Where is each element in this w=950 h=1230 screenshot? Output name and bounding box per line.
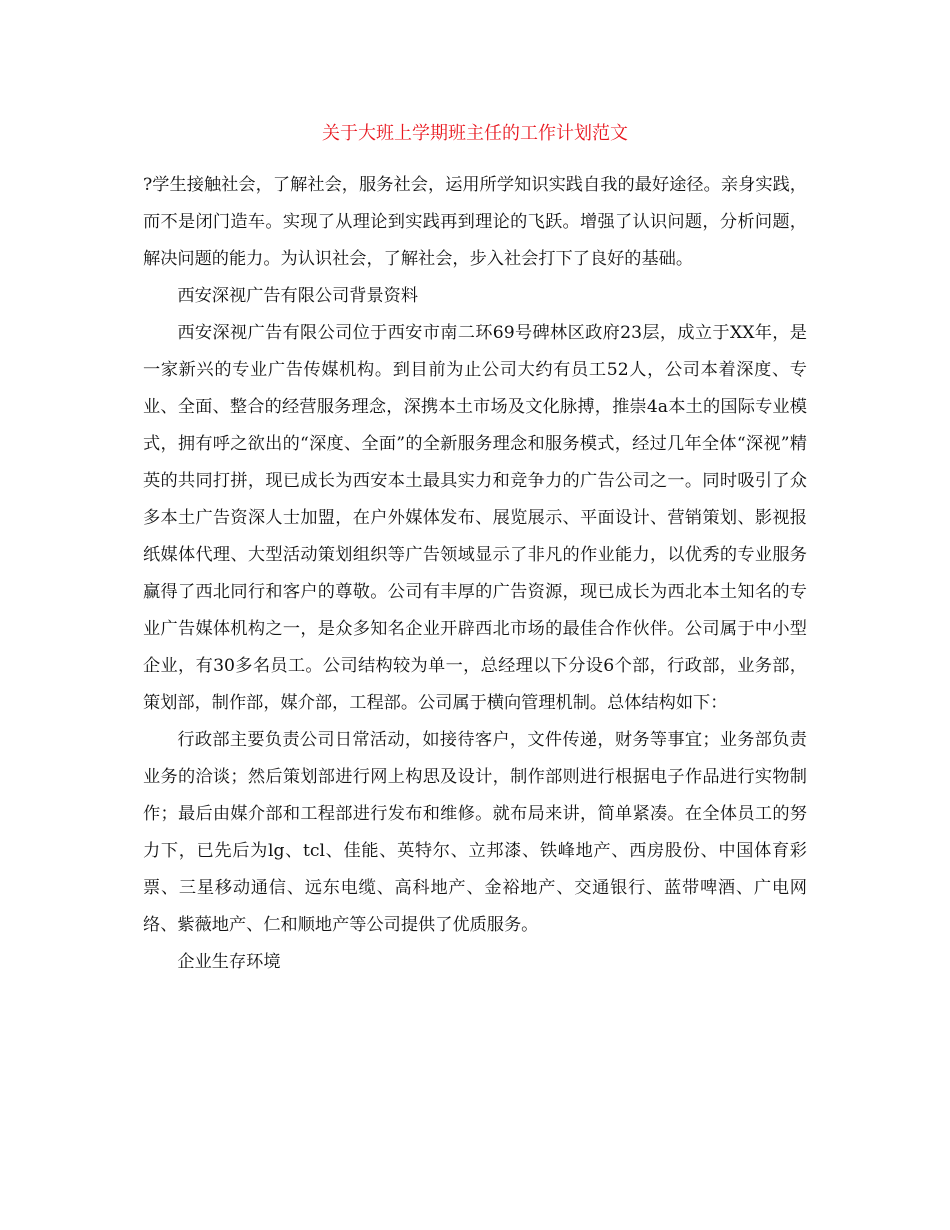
- document-title: 关于大班上学期班主任的工作计划范文: [322, 123, 628, 144]
- section-heading-background: 西安深视广告有限公司背景资料: [177, 286, 419, 306]
- section-heading-environment: 企业生存环境: [177, 952, 281, 972]
- paragraph-intro: ?学生接触社会，了解社会，服务社会，运用所学知识实践自我的最好途径。亲身实践，而不是闭门造车。实现了从理论到实践再到理论的飞跃。增强了认识问题，分析问题，解决问题的能力。为认识社会，了解社会，步入社会打下了良好的基础。: [143, 175, 807, 269]
- paragraph-departments: 行政部主要负责公司日常活动，如接待客户，文件传递，财务等事宜；业务部负责业务的洽谈；然后策划部进行网上构思及设计，制作部则进行根据电子作品进行实物制作；最后由媒介部和工程部进行发布和维修。就布局来讲，简单紧凑。在全体员工的努力下，已先后为lg、tcl、佳能、英特尔、立邦漆、铁峰地产、西房股份、中国体育彩票、三星移动通信、远东电缆、高科地产、金裕地产、交通银行、蓝带啤酒、广电网络、紫薇地产、仁和顺地产等公司提供了优质服务。: [143, 730, 807, 935]
- paragraph-company-profile: 西安深视广告有限公司位于西安市南二环69号碑林区政府23层，成立于XX年，是一家新兴的专业广告传媒机构。到目前为止公司大约有员工52人，公司本着深度、专业、全面、整合的经营服务理念，深携本土市场及文化脉搏，推崇4a本土的国际专业模式，拥有呼之欲出的“深度、全面”的全新服务理念和服务模式，经过几年全体“深视”精英的共同打拼，现已成长为西安本土最具实力和竞争力的广告公司之一。同时吸引了众多本土广告资深人士加盟，在户外媒体发布、展览展示、平面设计、营销策划、影视报纸媒体代理、大型活动策划组织等广告领域显示了非凡的作业能力，以优秀的专业服务赢得了西北同行和客户的尊敬。公司有丰厚的广告资源，现已成长为西北本土知名的专业广告媒体机构之一，是众多知名企业开辟西北市场的最佳合作伙伴。公司属于中小型企业，有30多名员工。公司结构较为单一，总经理以下分设6个部，行政部，业务部，策划部，制作部，媒介部，工程部。公司属于横向管理机制。总体结构如下：: [143, 323, 807, 713]
- document-body: [143, 167, 807, 981]
